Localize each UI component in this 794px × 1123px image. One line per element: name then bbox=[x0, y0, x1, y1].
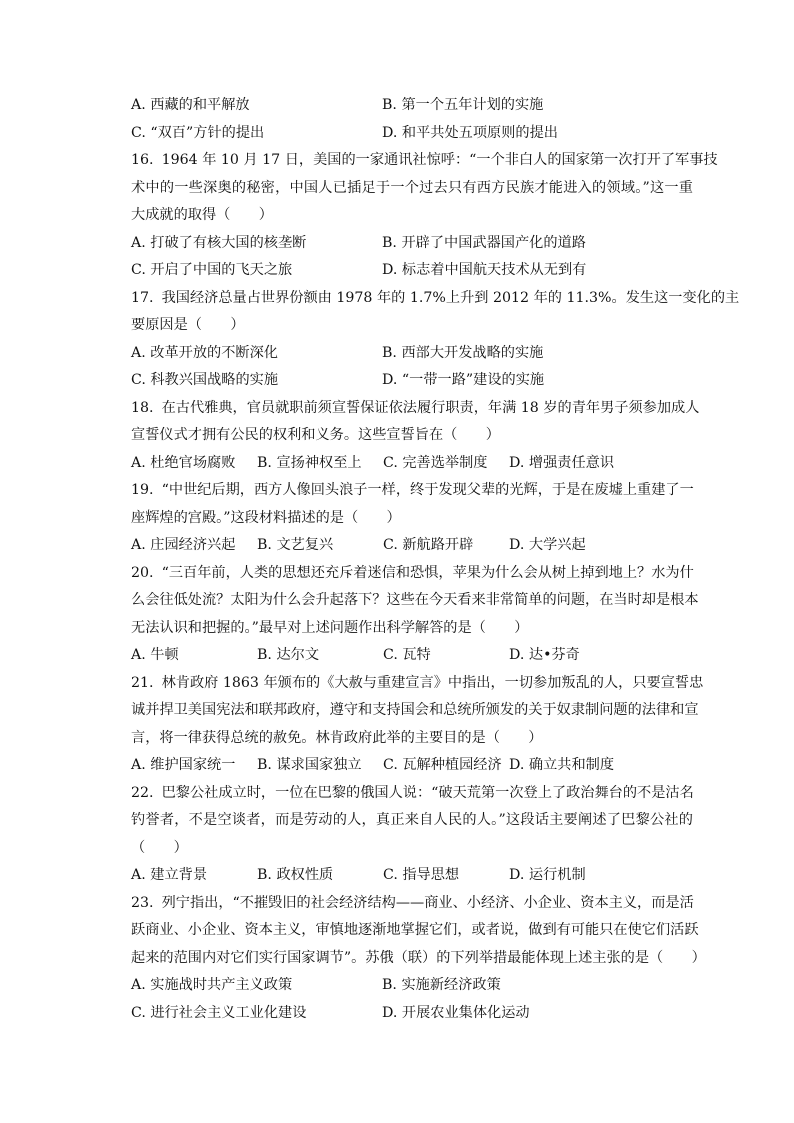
q22-option-a[interactable]: A. 建立背景 bbox=[131, 867, 208, 883]
q17-option-d[interactable]: D. “一带一路”建设的实施 bbox=[382, 372, 545, 388]
q23-stem bbox=[131, 890, 706, 973]
q21-option-d[interactable]: D. 确立共和制度 bbox=[509, 757, 615, 773]
q23-option-d[interactable]: D. 开展农业集体化运动 bbox=[382, 1004, 530, 1021]
q22-line-1: 巴黎公社成立时，一位在巴黎的俄国人说：“破天荒第一次登上了政治舞台的不是沽名 bbox=[161, 784, 694, 801]
q19-options bbox=[131, 532, 693, 560]
q16-option-b[interactable]: B. 开辟了中国武器国产化的道路 bbox=[382, 234, 586, 251]
q20-option-b[interactable]: B. 达尔文 bbox=[257, 647, 320, 663]
q16-line-1: 1964 年 10 月 17 日，美国的一家通讯社惊呼：“一个非白人的国家第一次打开了军事技 bbox=[161, 152, 718, 168]
q19-line-2: 座辉煌的宫殿。”这段材料描述的是（ ） bbox=[131, 509, 401, 526]
q20-option-d[interactable]: D. 达•芬奇 bbox=[509, 647, 580, 663]
q23-option-a[interactable]: A. 实施战时共产主义政策 bbox=[131, 977, 293, 993]
q16-option-a[interactable]: A. 打破了有核大国的核垄断 bbox=[131, 234, 307, 251]
q17-stem bbox=[131, 285, 740, 340]
q21-line-3: 言，将一律获得总统的赦免。林肯政府此举的主要目的是（ ） bbox=[131, 729, 543, 746]
q17-option-c[interactable]: C. 科教兴国战略的实施 bbox=[131, 372, 279, 388]
q22-number: 22. bbox=[131, 784, 154, 801]
q21-options bbox=[131, 752, 693, 780]
q21-stem bbox=[131, 670, 704, 753]
q21-number: 21. bbox=[131, 674, 154, 691]
q21-line-1: 林肯政府 1863 年颁布的《大赦与重建宣言》中指出，一切参加叛乱的人，只要宣誓忠 bbox=[161, 674, 704, 691]
q20-line-2: 么会往低处流？太阳为什么会升起落下？这些在今天看来非常简单的问题，在当时却是根本 bbox=[131, 592, 699, 608]
question-list bbox=[131, 92, 740, 1027]
q15-option-c[interactable]: C. “双百”方针的提出 bbox=[131, 124, 265, 141]
q15-options bbox=[131, 92, 693, 147]
q16-options bbox=[131, 230, 693, 285]
q19-option-c[interactable]: C. 新航路开辟 bbox=[383, 537, 474, 553]
q16-line-2: 术中的一些深奥的秘密，中国人已插足于一个过去只有西方民族才能进入的领域。”这一重 bbox=[131, 179, 693, 196]
q18-line-1: 在古代雅典，官员就职前须宣誓保证依法履行职责，年满 18 岁的青年男子须参加成人 bbox=[161, 399, 700, 416]
q16-option-c[interactable]: C. 开启了中国的飞天之旅 bbox=[131, 262, 293, 278]
q19-stem bbox=[131, 477, 693, 532]
q18-option-d[interactable]: D. 增强责任意识 bbox=[509, 454, 615, 471]
q23-number: 23. bbox=[131, 894, 154, 911]
q20-line-1: “三百年前，人类的思想还充斥着迷信和恐惧，苹果为什么会从树上掉到地上？水为什 bbox=[161, 564, 694, 581]
q18-option-a[interactable]: A. 杜绝官场腐败 bbox=[131, 454, 236, 471]
q21-option-a[interactable]: A. 维护国家统一 bbox=[131, 757, 236, 773]
q17-line-2: 要原因是（ ） bbox=[131, 317, 245, 333]
q20-options bbox=[131, 642, 693, 670]
q18-option-c[interactable]: C. 完善选举制度 bbox=[383, 454, 488, 471]
q17-line-1: 我国经济总量占世界份额由 1978 年的 1.7%上升到 2012 年的 11.3%。发生这一变化的主 bbox=[161, 289, 740, 306]
q16-number: 16. bbox=[131, 152, 154, 168]
q16-option-d[interactable]: D. 标志着中国航天技术从无到有 bbox=[382, 262, 587, 278]
q21-line-2: 诚并捍卫美国宪法和联邦政府，遵守和支持国会和总统所颁发的关于奴隶制问题的法律和宣 bbox=[131, 702, 699, 718]
q17-option-b[interactable]: B. 西部大开发战略的实施 bbox=[382, 344, 544, 361]
q19-line-1: “中世纪后期，西方人像回头浪子一样，终于发现父辈的光辉，于是在废墟上重建了一 bbox=[161, 482, 694, 498]
q22-line-3: （ ） bbox=[131, 839, 188, 856]
q18-options bbox=[131, 450, 693, 478]
q21-option-b[interactable]: B. 谋求国家独立 bbox=[257, 757, 362, 773]
q23-line-2: 跃商业、小企业、资本主义，审慎地逐渐地掌握它们，或者说，做到有可能只在使它们活跃 bbox=[131, 922, 699, 938]
q17-number: 17. bbox=[131, 289, 154, 306]
q16-line-3: 大成就的取得（ ） bbox=[131, 207, 273, 223]
q15-option-a[interactable]: A. 西藏的和平解放 bbox=[131, 97, 250, 113]
q22-line-2: 钓誉者，不是空谈者，而是劳动的人，真正来自人民的人。”这段话主要阐述了巴黎公社的 bbox=[131, 812, 693, 828]
q20-number: 20. bbox=[131, 564, 154, 581]
q17-option-a[interactable]: A. 改革开放的不断深化 bbox=[131, 344, 278, 361]
q23-options bbox=[131, 972, 693, 1027]
q15-option-b[interactable]: B. 第一个五年计划的实施 bbox=[382, 97, 544, 113]
q20-option-c[interactable]: C. 瓦特 bbox=[383, 647, 431, 663]
q22-option-d[interactable]: D. 运行机制 bbox=[509, 867, 586, 883]
q17-options bbox=[131, 340, 693, 395]
q19-option-a[interactable]: A. 庄园经济兴起 bbox=[131, 537, 236, 553]
q21-option-c[interactable]: C. 瓦解种植园经济 bbox=[383, 757, 502, 773]
q18-line-2: 宣誓仪式才拥有公民的权利和义务。这些宣誓旨在（ ） bbox=[131, 427, 500, 443]
q18-number: 18. bbox=[131, 399, 154, 416]
q23-option-b[interactable]: B. 实施新经济政策 bbox=[382, 977, 501, 993]
q20-option-a[interactable]: A. 牛顿 bbox=[131, 647, 179, 663]
q22-option-b[interactable]: B. 政权性质 bbox=[257, 867, 334, 883]
q23-line-1: 列宁指出，“不摧毁旧的社会经济结构——商业、小经济、小企业、资本主义，而是活 bbox=[161, 894, 694, 911]
q22-options bbox=[131, 862, 693, 890]
q19-option-b[interactable]: B. 文艺复兴 bbox=[257, 537, 334, 553]
q18-stem bbox=[131, 395, 700, 450]
q19-option-d[interactable]: D. 大学兴起 bbox=[509, 537, 586, 553]
q22-option-c[interactable]: C. 指导思想 bbox=[383, 867, 460, 883]
q20-line-3: 无法认识和把握的。”最早对上述问题作出科学解答的是（ ） bbox=[131, 619, 529, 636]
q15-option-d[interactable]: D. 和平共处五项原则的提出 bbox=[382, 124, 558, 141]
q23-option-c[interactable]: C. 进行社会主义工业化建设 bbox=[131, 1004, 307, 1021]
q20-stem bbox=[131, 560, 699, 643]
q16-stem bbox=[131, 147, 718, 230]
q22-stem bbox=[131, 780, 693, 863]
q18-option-b[interactable]: B. 宣扬神权至上 bbox=[257, 454, 362, 471]
q23-line-3: 起来的范围内对它们实行国家调节”。苏俄（联）的下列举措最能体现上述主张的是（ ） bbox=[131, 949, 706, 966]
q19-number: 19. bbox=[131, 482, 154, 498]
